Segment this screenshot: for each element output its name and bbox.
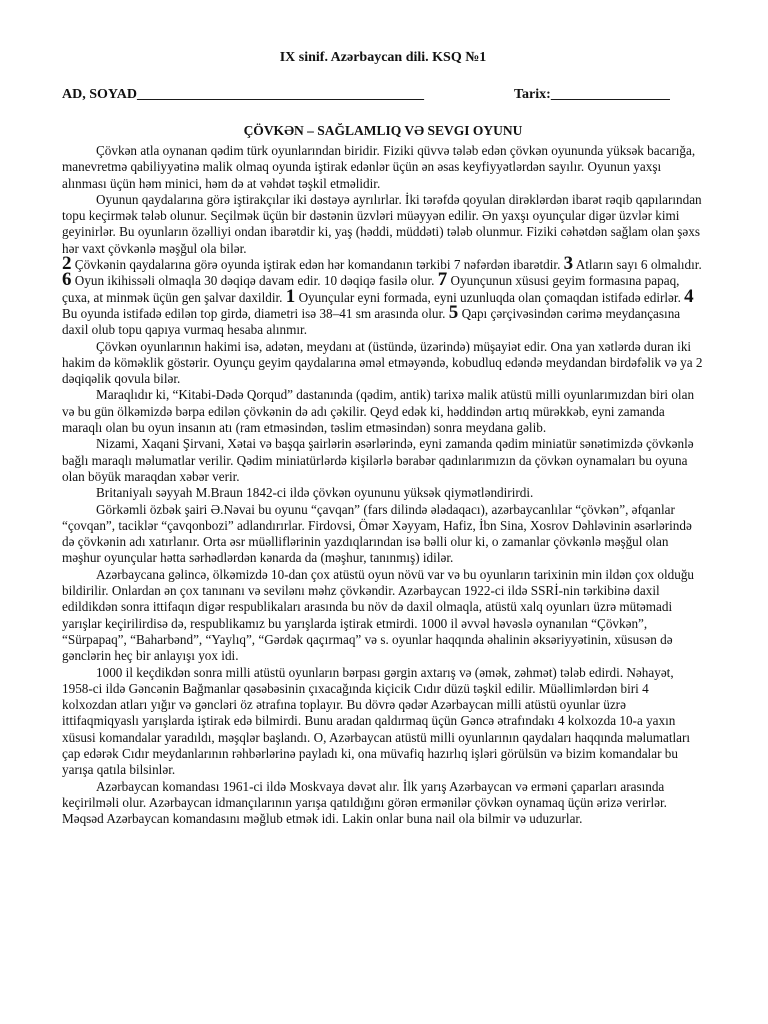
- sentence-text: Oyun ikihissəli olmaqla 30 dəqiqə davam edir. 10 dəqiqə fasilə olur.: [71, 273, 438, 289]
- sentence-number: 1: [285, 285, 296, 307]
- sentence-number: 6: [62, 269, 72, 291]
- paragraph: Görkəmli özbək şairi Ə.Nəvai bu oyunu “çavqan” (fars dilində ələdaqacı), azərbaycanlılar “çövkən”, əfqanlar “çovqan”, taciklər “çavqonbozi” adlandırırlar. Firdovsi, Ömər Xəyyam, Hafiz, İbn Sina, Xosrov Dəhləvinin əsərlərində də çövkənin adı xatırlanır. Orta əsr müəlliflərinin yazdıqlarından isə bəlli olur ki, o zamanlar çövkənlə məşğul olan məşhur oyunçular hətta sərhədlərdən kənarda da (məşhur, tanınmış) idilər.: [62, 501, 692, 566]
- document-body: [62, 143, 704, 827]
- paragraph: Maraqlıdır ki, “Kitabi-Dədə Qorqud” dastanında (qədim, antik) tarixə malik atüstü milli oyunlarımızdan biri olan və bu gün ölkəmizdə bərpa edilən çövkənin də adı çəkilir. Qeyd edək ki, həddindən artıq mürəkkəb, eyni zamanda maraqlı olan bu oyun insanın atı (ram etməsindən, təslim etməsindən) sonra meydana gəlib.: [62, 387, 695, 436]
- paragraph: Çövkən atla oynanan qədim türk oyunlarından biridir. Fiziki qüvvə tələb edən çövkən oyununda yüksək bacarığa, manevretmə qabiliyyətinə malik olmaq oyunda iştirak edənlər üçün ən əsas keyfiyyətlərdən sayılır. Oyunun yaxşı alınması üçün həm minici, həm də at vəhdət təşkil etməlidir.: [62, 143, 696, 191]
- sentence-number: 5: [448, 301, 459, 323]
- sentence-number: 3: [563, 253, 574, 275]
- sentence-text: Çövkənin qaydalarına görə oyunda iştirak edən hər komandanın tərkibi 7 nəfərdən ibarətdir.: [71, 257, 564, 273]
- paragraph: 1000 il keçdikdən sonra milli atüstü oyunların bərpası gərgin axtarış və (əmək, zəhmət) tələb edirdi. Nəhayət, 1958-ci ildə Gəncənin Bağmanlar qəsəbəsinin çıxacağında kiçicik Cıdır düzü təşkil edilir. Müəllimlərdən biri 4 kolxozdan atları yığır və gəncləri öz ətrafına toplayır. Bu dövrə qədər Azərbaycan milli atüstü oyunlar üzrə ittifaqmiqyaslı yarışlarda iştirak edə bilmirdi. Bunu aradan qaldırmaq üçün Gəncə ətrafındakı 4 kolxozda 10-a yaxın xüsusi komandalar yaradıldı, məşqlər başlandı. O, Azərbaycan atüstü milli oyunlarının qaydaları haqqında məlumatları çap edərək Cıdır meydanlarının rəhbərlərinə payladı ki, ona müvafiq hazırlıq işləri görülsün və bizim komandalar bu yarışa qatıla bilsinlər.: [62, 664, 691, 778]
- numbered-sentences-paragraph: [62, 253, 704, 338]
- paragraph: Nizami, Xaqani Şirvani, Xətai və başqa şairlərin əsərlərində, eyni zamanda qədim miniatür sənətimizdə çövkənlə bağlı maraqlı məlumatlar verilir. Qədim miniatürlərdə kişilərlə bərabər qadınlarımızın da çövkən oynamaları bu oyuna olan böyük maraqdan xəbər verir.: [62, 436, 694, 484]
- sentence-text: Atların sayı 6 olmalıdır.: [573, 257, 702, 273]
- sentence-number: 2: [62, 253, 72, 275]
- student-info-row: [62, 87, 704, 107]
- sentence-text: Bu oyunda istifadə edilən top girdə, diametri isə 38–41 sm arasında olur.: [62, 305, 449, 321]
- paragraph: Azərbaycan komandası 1961-ci ildə Moskvaya dəvət alır. İlk yarış Azərbaycan və erməni çaparları arasında keçirilməli olur. Azərbaycan idmançılarının yarışa qatıldığını görən ermənilər çövkən oynamaq üçün ərizə verirlər. Məqsəd Azərbaycan komandasını məğlub etmək idi. Lakin onlar buna nail ola bilmir və uduzurlar.: [62, 778, 667, 827]
- paragraph: Çövkən oyunlarının hakimi isə, adətən, meydanı at (üstündə, üzərində) müşayiət edir. Ona yan xətlərdə duran iki hakim də köməklik göstərir. Oyunçu geyim qaydalarına əməl etməyəndə, kobudluq edəndə meydandan birdəfəlik və ya 2 dəqiqəlik qovula bilər.: [62, 338, 703, 387]
- paragraph: Azərbaycana gəlincə, ölkəmizdə 10-dan çox atüstü oyun növü var və bu oyunların tarixinin min ildən çox olduğu bildirilir. Onlardan ən çox tanınanı və sevilənı məhz çövkəndir. Azərbaycan 1922-ci ildə SSRİ-nin tərkibinə daxil edildikdən sonra ittifaqın digər respublikaları arasında bu növ də daxil olmaqla, atüstü xalq oyunları üzrə mütəmadi yarışlar keçirilirdisə də, respublikamız bu yarışlarda iştirak etmirdi. 1000 il əvvəl həvəslə oynanılan “Çövkən”, “Sürpapaq”, “Baharbənd”, “Yaylıq”, “Gərdək qaçırmaq” və s. oyunlar haqqında əhalinin əksəriyyətinin, xüsusən də gənclərin heç bir anlayışı yox idi.: [62, 566, 695, 664]
- sentence-number: 4: [684, 285, 694, 307]
- paragraph: Oyunun qaydalarına görə iştirakçılar iki dəstəyə ayrılırlar. İki tərəfdə qoyulan dirəklərdən ibarət rəqib qapılarından topu keçirmək tələb olunur. Seçilmək üçün bir dəstənin üzvləri müəyyən edilir. Ən yaxşı oyunçular digər üzvlər kimi geyinirlər. Bu oyunların özəlliyi ondan ibarətdir ki, yaş (həddi, müddəti) tələb olunmur. Fiziki cəhətdən sağlam olan şəxs hər vaxt çövkənlə məşğul ola bilər.: [62, 191, 702, 256]
- sentence-number: 7: [437, 269, 448, 291]
- name-surname-field: AD, SOYAD_________________________________________: [62, 87, 424, 102]
- sentence-text: Oyunçular eyni formada, eyni uzunluqda olan çomaqdan istifadə edirlər.: [295, 289, 685, 305]
- document-title: ÇÖVKƏN – SAĞLAMLIQ VƏ SEVGI OYUNU: [243, 123, 523, 138]
- date-field: Tarix:_________________: [514, 87, 670, 102]
- worksheet-header: IX sinif. Azərbaycan dili. KSQ №1: [279, 50, 487, 65]
- sentence-text: Qapı çərçivəsindən cərimə meydançasına daxil olub topu qapıya vurmaq hesaba alınmır.: [62, 305, 681, 338]
- paragraph: Britaniyalı səyyah M.Braun 1842-ci ildə çövkən oyununu yüksək qiymətləndirirdi.: [96, 485, 534, 501]
- sentence-text: Oyunçunun xüsusi geyim formasına papaq, çuxa, at minmək üçün gen şalvar daxildir.: [62, 273, 680, 305]
